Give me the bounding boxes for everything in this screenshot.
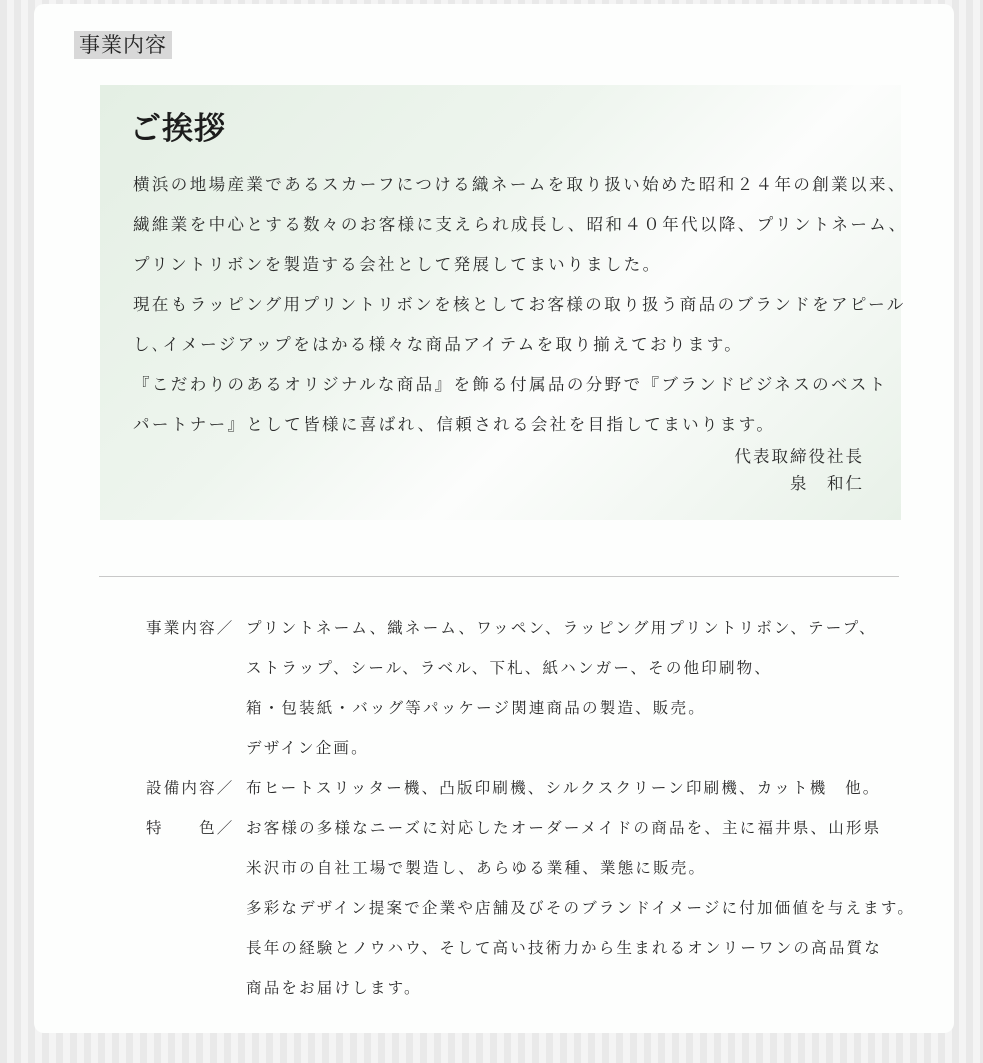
info-line: お客様の多様なニーズに対応したオーダーメイドの商品を、主に福井県、山形県 bbox=[246, 819, 882, 837]
signature bbox=[735, 443, 865, 497]
info-row-features bbox=[146, 808, 916, 1008]
greeting-line: パートナー』として皆様に喜ばれ、信頼される会社を目指してまいります。 bbox=[133, 415, 776, 434]
greeting-box bbox=[100, 85, 908, 520]
section-heading: 事業内容 bbox=[74, 31, 172, 59]
info-line: プリントネーム、織ネーム、ワッペン、ラッピング用プリントリボン、テープ、 bbox=[246, 619, 877, 637]
info-lines bbox=[246, 608, 906, 768]
info-label: 特 色／ bbox=[146, 819, 235, 837]
signature-name: 泉 和仁 bbox=[790, 474, 864, 493]
greeting-line: し､イメージアップをはかる様々な商品アイテムを取り揃えております。 bbox=[133, 335, 744, 354]
content-card bbox=[34, 4, 954, 1033]
info-line: 布ヒートスリッター機、凸版印刷機、シルクスクリーン印刷機、カット機 他。 bbox=[246, 779, 881, 797]
info-line: ストラップ、シール、ラベル、下札、紙ハンガー、その他印刷物、 bbox=[246, 659, 773, 677]
greeting-title: ご挨拶 bbox=[130, 111, 226, 147]
info-line: 箱・包装紙・バッグ等パッケージ関連商品の製造、販売。 bbox=[246, 699, 706, 717]
greeting-line: 横浜の地場産業であるスカーフにつける織ネームを取り扱い始めた昭和２４年の創業以来、 bbox=[133, 175, 907, 194]
info-lines bbox=[246, 808, 915, 1008]
signature-title: 代表取締役社長 bbox=[734, 447, 864, 466]
info-row-business bbox=[146, 608, 906, 768]
divider bbox=[99, 576, 899, 577]
info-line: 多彩なデザイン提案で企業や店舗及びそのブランドイメージに付加価値を与えます。 bbox=[246, 899, 916, 917]
info-row-equipment bbox=[146, 768, 906, 808]
greeting-body bbox=[133, 165, 908, 445]
info-line: 米沢市の自社工場で製造し、あらゆる業種、業態に販売。 bbox=[246, 859, 707, 877]
greeting-line: 繊維業を中心とする数々のお客様に支えられ成長し、昭和４０年代以降、プリントネーム、 bbox=[133, 215, 908, 234]
greeting-line: 現在もラッピング用プリントリボンを核としてお客様の取り扱う商品のブランドをアピール bbox=[133, 295, 906, 314]
info-label: 事業内容／ bbox=[146, 619, 235, 637]
info-line: 長年の経験とノウハウ、そして高い技術力から生まれるオンリーワンの高品質な bbox=[246, 939, 882, 957]
business-info bbox=[146, 608, 916, 1008]
info-line: デザイン企画。 bbox=[246, 739, 369, 757]
info-label: 設備内容／ bbox=[146, 779, 235, 797]
greeting-line: プリントリボンを製造する会社として発展してまいりました。 bbox=[133, 255, 662, 274]
greeting-line: 『こだわりのあるオリジナルな商品』を飾る付属品の分野で『ブランドビジネスのベスト bbox=[133, 375, 888, 394]
info-line: 商品をお届けします。 bbox=[246, 979, 422, 997]
info-lines bbox=[246, 768, 906, 808]
